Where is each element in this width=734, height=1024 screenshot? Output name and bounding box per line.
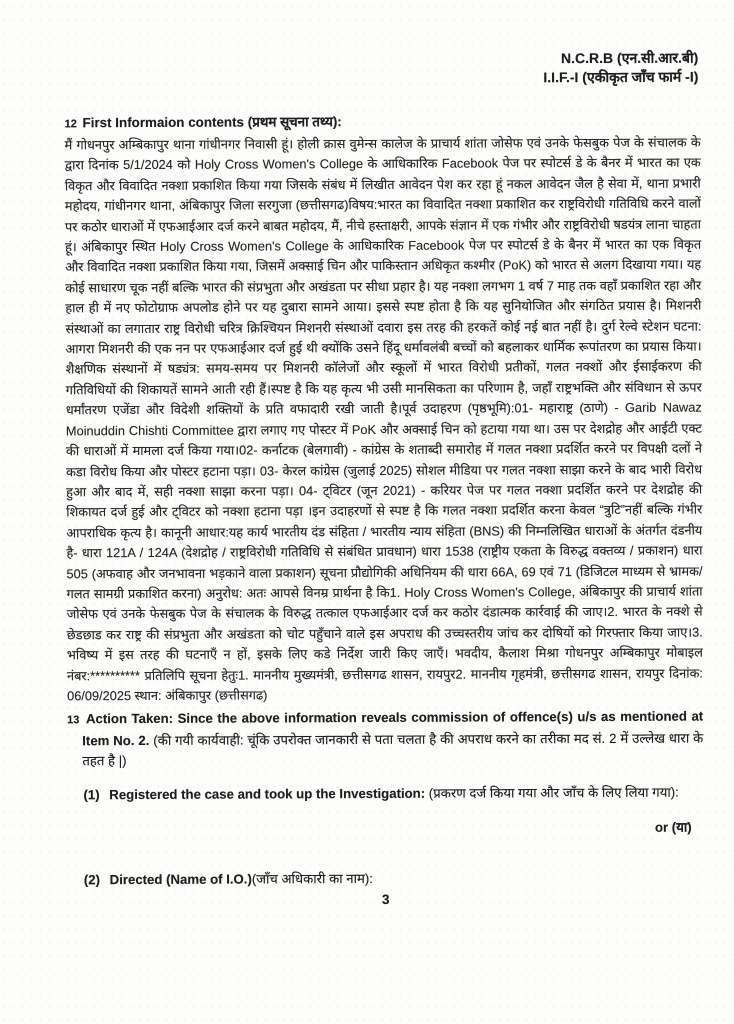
- sub2-text-hindi: (जाँच अधिकारी का नाम):: [251, 871, 373, 887]
- sub2-text-english: Directed (Name of I.O.): [109, 871, 252, 888]
- sub1-label: (1): [83, 787, 100, 803]
- item13-title-english: Action Taken: Since the above information reveals commission of offence(s) u/s as mentioned at Item No. 2.: [82, 708, 704, 749]
- item13-number: 13: [67, 714, 80, 727]
- first-information-contents-text: मैं गोधनपुर अम्बिकापुर थाना गांधीनगर निवासी हूं। होली क्रास वुमेन्स कालेज के प्राचार्य शांता जोसेफ एवं उनके फेसबुक पेज के संचालक के द्वारा दिनांक 5/1/2024 को Holy Cross Women's College के आधिकारिक Facebook पेज पर स्पोटर्स डे के बैनर में भारत का एक विकृत और विवादित नक्शा प्रकाशित किया गया जिसके संबंध में लिखीत आवेदन पेश कर रहा हूं नकल आवेदन जैल है सेवा में, थाना प्रभारी महोदय, गांधीनगर थाना, अंबिकापुर जिला सरगुजा (छत्तीसगढ)विषय:भारत का विवादित नक्शा प्रकाशित कर राष्ट्रविरोधी गतिविधि करने वालों पर कठोर धाराओं में एफआईआर दर्ज करने बाबत महोदय, मैं, नीचे हस्ताक्षरी, आपके संज्ञान में एक गंभीर और राष्ट्रविरोधी षडयंत्र लाना चाहता हूं। अंबिकापुर स्थित Holy Cross Women's College के आधिकारिक Facebook पेज पर स्पोटर्स डे के बैनर में भारत का एक विकृत और विवादित नक्शा प्रकाशित किया गया, जिसमें अक्साई चिन और पाकिस्तान अधिकृत कश्मीर (PoK) को भारत से अलग दिखाया गया। यह कोई साधारण चूक नहीं बल्कि भारत की संप्रभुता और अखंडता पर सीधा प्रहार है। यह नक्शा लगभग 1 वर्ष 7 माह तक वहाँ प्रकाशित रहा और हाल ही में नए फोटोग्राफ अपलोड होने पर यह दुबारा सामने आया। इससे स्पष्ट होता है कि यह सुनियोजित और संगठित प्रयास है। मिशनरी संस्थाओं का लगातार राष्ट्र विरोधी चरित्र क्रिश्चियन मिशनरी संस्थाओं दवारा इस तरह की हरकतें कोई नई बात नहीं है। दुर्ग रेल्वे स्टेशन घटना: आगरा मिशनरी की एक नन पर एफआईआर दर्ज हुई थी क्योंकि उसने हिंदू धर्मावलंबी बच्चों को बहलाकर धार्मिक रूपांतरण का प्रयास किया। शैक्षणिक संस्थानों में षड्यंत्र: समय-समय पर मिशनरी कॉलेजों और स्कूलों में भारत विरोधी प्रतीकों, गलत नक्शों और ईसाईकरण की गतिविधियों की शिकायतें सामने आती रही हैं।स्पष्ट है कि यह कृत्य भी उसी मानसिकता का परिणाम है, जहाँ राष्ट्रभक्ति और संविधान से ऊपर धर्मांतरण एजेंडा और विदेशी शक्तियों के प्रति वफादारी रखी जाती है।पूर्व उदाहरण (पृष्ठभूमि):01- महाराष्ट्र (ठाणे) - Garib Nawaz Moinuddin Chishti Committee द्वारा लगाए गए पोस्टर में PoK और अक्साई चिन को हटाया गया था। उस पर देशद्रोह और आईटी एक्ट की धाराओं में मामला दर्ज किया गया।02- कर्नाटक (बेलगावी) - कांग्रेस के शताब्दी समारोह में गलत नक्शा प्रदर्शित करने पर विपक्षी दलों ने कडा विरोध किया और पोस्टर हटाना पड़ा। 03- केरल कांग्रेस (जुलाई 2025) सोशल मीडिया पर गलत नक्शा साझा करने के बाद भारी विरोध हुआ और बाद में, सही नक्शा साझा करना पड़ा। 04- ट्विटर (जून 2021) - करियर पेज पर गलत नक्शा प्रदर्शित करने पर देशद्रोह की शिकायत दर्ज हुई और ट्विटर को नक्शा हटाना पड़ा ।इन उदाहरणों से स्पष्ट है कि गलत नक्शा प्रदर्शित करना केवल “त्रुटि”नहीं बल्कि गंभीर आपराधिक कृत्य है। कानूनी आधार:यह कार्य भारतीय दंड संहिता / भारतीय न्याय संहिता (BNS) की निम्नलिखित धाराओं के अंतर्गत दंडनीय है- धारा 121A / 124A (देशद्रोह / राष्ट्रविरोधी गतिविधि से संबंधित प्रावधान) धारा 1538 (राष्ट्रीय एकता के विरुद्ध वक्तव्य / प्रकाशन) धारा 505 (अफवाह और जनभावना भड़काने वाला प्रकाशन) सूचना प्रौद्योगिकी अधिनियम की धारा 66A, 69 एवं 71 (डिजिटल माध्यम से भ्रामक/गलत सामग्री प्रकाशित करना) अनुरोध: अतः आपसे विनम्र प्रार्थना है कि1. Holy Cross Women's College, अंबिकापुर की प्राचार्य शांता जोसेफ एवं उनके फेसबुक पेज के संचालक के विरुद्ध तत्काल एफआईआर दर्ज कर कठोर दंडात्मक कार्रवाई की जाए।2. भारत के नक्शे से छेडछाड कर राष्ट्र की संप्रभुता और अखंडता को चोट पहुँचाने वाले इस अपराध की उच्चस्तरीय जांच कर दोषियों को गिरफ्तार किया जाए।3. भविष्य में इस तरह की घटनाएँ न हों, इसके लिए कडे निर्देश जारी किए जाएँ। भवदीय, कैलाश मिश्रा गोधनपुर अम्बिकापुर मोबाइल नंबर:********** प्रतिलिपि सूचना हेतुः1. माननीय मुख्यमंत्री, छत्तीसगढ शासन, रायपुर2. माननीय गृहमंत्री, छत्तीसगढ शासन, रायपुर दिनांक: 06/09/2025 स्थान: अंबिकापुर (छत्तीसगढ): [64, 134, 703, 704]
- directed-io-line: [84, 868, 704, 891]
- sub1-text-hindi: (प्रकरण दर्ज किया गया और जाँच के लिए लिया गया):: [428, 784, 679, 801]
- registered-case-line: [83, 782, 703, 805]
- document-header: [64, 49, 700, 90]
- item12-heading: [65, 111, 701, 135]
- item12-title-english: First Informaion contents: [82, 114, 245, 131]
- header-form-line: I.I.F.-I (एकीकृत जाँच फार्म -I): [543, 68, 699, 86]
- sub1-text-english: Registered the case and took up the Investigation:: [109, 785, 426, 803]
- header-org-line: N.C.R.B (एन.सी.आर.बी): [560, 49, 699, 67]
- item13-action-taken: [67, 707, 703, 772]
- sub2-label: (2): [83, 872, 101, 888]
- or-separator: or (या): [654, 819, 692, 836]
- item12-number: 12: [64, 118, 77, 131]
- page-number: 3: [381, 891, 390, 907]
- item12-title-hindi: (प्रथम सूचना तथ्य):: [247, 114, 342, 130]
- item13-title-hindi: (की गयी कार्यवाही: चूंकि उपरोक्त जानकारी से पता चलता है की अपराध करने का तरीका मद सं. 2 में उल्लेख धारा के तहत है |): [82, 730, 704, 769]
